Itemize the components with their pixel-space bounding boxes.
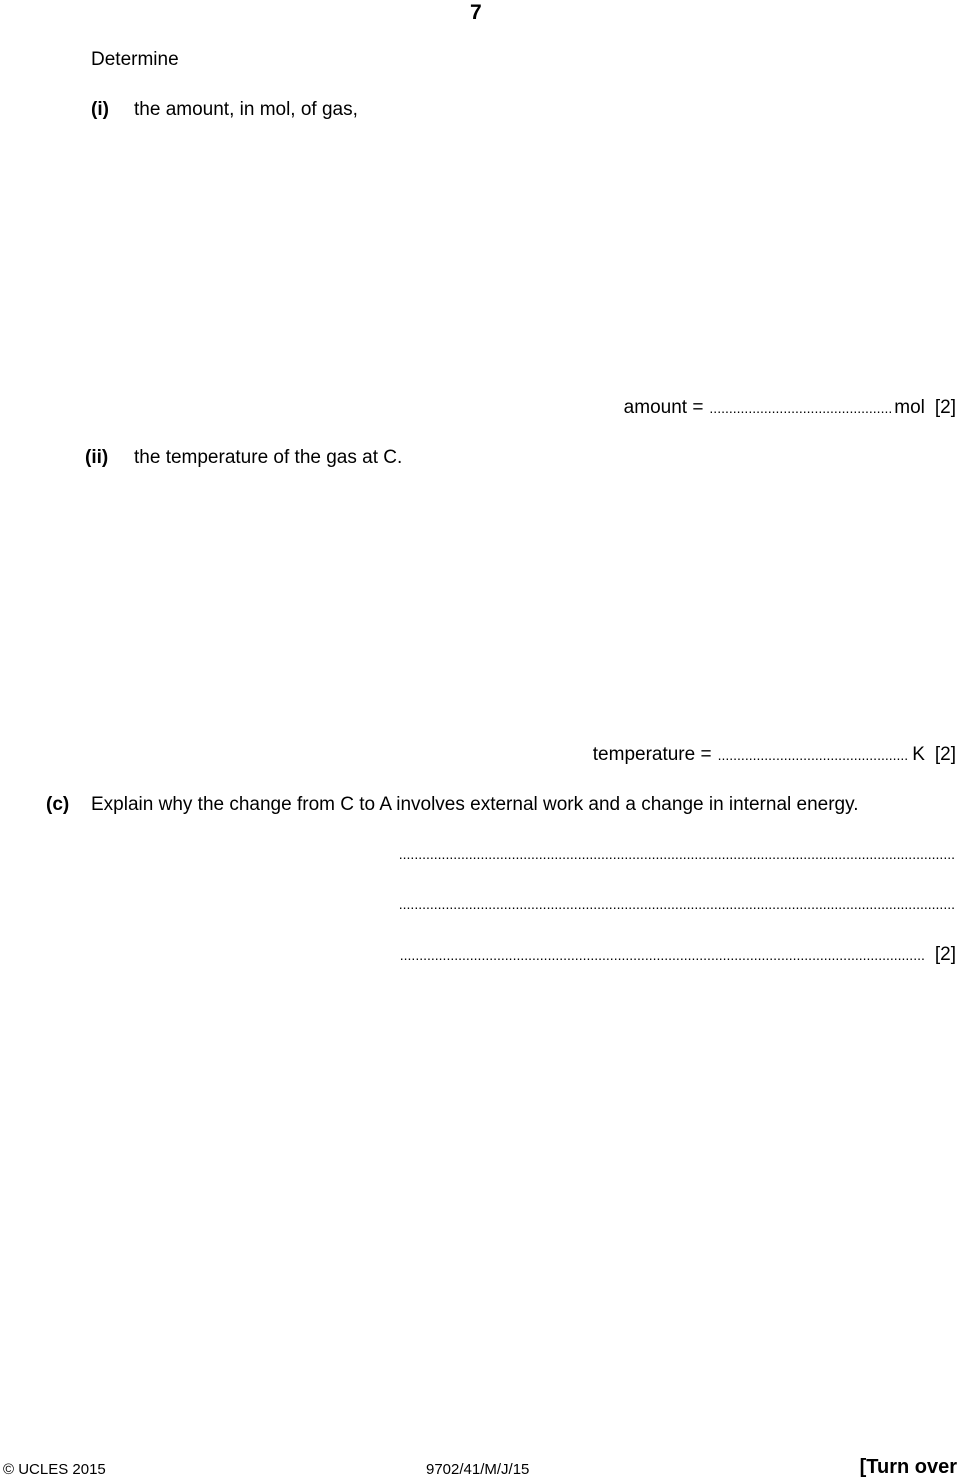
- page-number: 7: [470, 1, 482, 24]
- part-ii-answer-unit: K: [912, 744, 925, 765]
- part-ii-answer-prefix: temperature =: [592, 744, 712, 765]
- part-c-answer-line-2: ...............................................................................................................................................: [398, 896, 955, 912]
- part-ii-answer-dots: .................................................: [717, 747, 909, 763]
- part-ii-question: the temperature of the gas at C.: [134, 447, 403, 468]
- part-c-answer-line-3: [400, 944, 956, 966]
- part-c-marks: [2]: [934, 944, 956, 965]
- part-ii-answer-line: [593, 744, 956, 766]
- part-c-answer-dots: .......................................................................................................................................: [399, 947, 925, 963]
- footer-paper-code: 9702/41/M/J/15: [426, 1461, 530, 1478]
- part-c-question: Explain why the change from C to A involves external work and a change in internal energy.: [91, 794, 859, 815]
- part-i-answer-prefix: amount =: [623, 397, 704, 418]
- part-ii-label: (ii): [85, 447, 109, 468]
- part-i-label: (i): [91, 99, 109, 120]
- part-ii-marks: [2]: [934, 744, 956, 765]
- part-i-question: the amount, in mol, of gas,: [134, 99, 358, 120]
- footer-turn-over: [Turn over: [859, 1456, 957, 1478]
- part-i-answer-dots: ...............................................: [709, 400, 893, 416]
- part-i-marks: [2]: [934, 397, 956, 418]
- footer-copyright: © UCLES 2015: [3, 1461, 106, 1478]
- part-i-answer-unit: mol: [894, 397, 925, 418]
- question-intro: Determine: [91, 49, 179, 70]
- part-c-answer-line-1: ...............................................................................................................................................: [398, 846, 955, 862]
- part-i-answer-line: [624, 397, 956, 419]
- part-c-label: (c): [46, 794, 70, 815]
